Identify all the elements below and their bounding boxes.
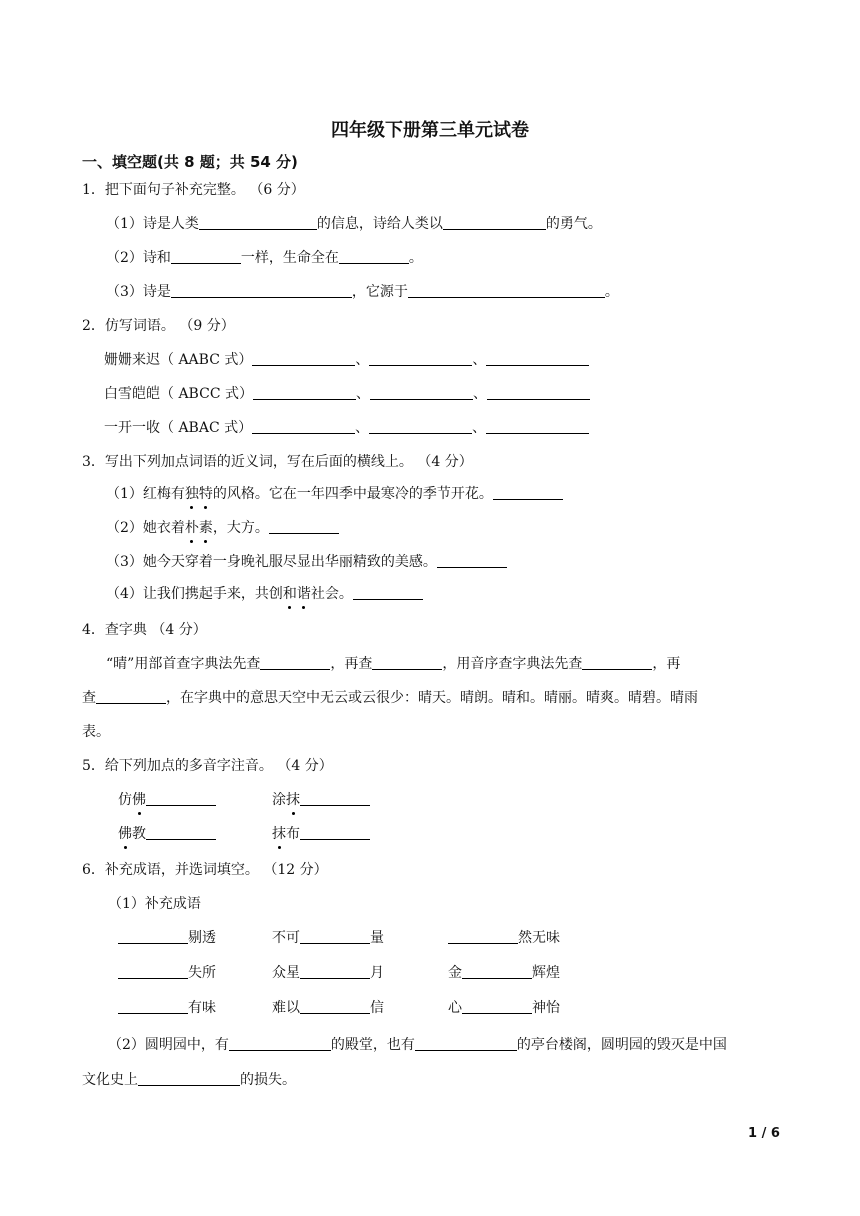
- text: 的亭台楼阁，圆明园的毁灭是中国: [516, 1037, 727, 1053]
- text: 涂: [272, 792, 286, 808]
- text: 失所: [188, 965, 216, 981]
- blank[interactable]: [171, 248, 241, 264]
- text: 。: [408, 250, 423, 266]
- text: 剔透: [188, 930, 216, 946]
- blank[interactable]: [487, 384, 590, 400]
- blank[interactable]: [118, 963, 188, 979]
- text: （2）她衣着: [106, 520, 185, 536]
- text: （3）她今天穿着一身晚礼服尽显出华丽精致的美感。: [106, 554, 437, 570]
- blank[interactable]: [199, 214, 317, 230]
- blank[interactable]: [582, 654, 652, 670]
- text: 量: [370, 930, 384, 946]
- blank[interactable]: [448, 928, 518, 944]
- text: 心: [448, 1000, 462, 1016]
- text: “晴”用部首查字典法先查: [106, 656, 261, 672]
- blank[interactable]: [253, 384, 356, 400]
- blank[interactable]: [229, 1035, 331, 1051]
- blank[interactable]: [462, 963, 532, 979]
- page-number: 1 / 6: [748, 1126, 780, 1141]
- dotted-char: 素: [198, 520, 213, 536]
- idiom-1: [118, 928, 216, 948]
- blank[interactable]: [443, 214, 546, 230]
- text: 仿: [118, 792, 132, 808]
- blank[interactable]: [260, 654, 330, 670]
- q4-line-2: [82, 688, 698, 708]
- text: 社会。: [310, 586, 353, 602]
- text: 月: [370, 965, 384, 981]
- q5-word-2: [272, 790, 370, 810]
- text: ，再查: [330, 656, 373, 672]
- idiom-6: [448, 963, 560, 983]
- idiom-9: [448, 998, 560, 1018]
- dotted-char: 朴: [184, 520, 199, 536]
- idiom-4: [118, 963, 216, 983]
- blank[interactable]: [408, 282, 605, 298]
- q3-sentence-4: [106, 584, 423, 604]
- text: （1）诗是人类: [106, 216, 199, 232]
- blank[interactable]: [171, 282, 352, 298]
- text: 的信息，诗给人类以: [316, 216, 443, 232]
- question-4-heading: 4．查字典 （4 分）: [82, 622, 207, 638]
- q6-sub-2-line-2: [82, 1070, 296, 1090]
- idiom-2: [272, 928, 384, 948]
- blank[interactable]: [118, 998, 188, 1014]
- text: 姗姗来迟（ AABC 式）: [104, 352, 253, 368]
- dotted-char: 佛: [132, 792, 146, 808]
- q1-line-1: [106, 214, 602, 234]
- text: 难以: [272, 1000, 300, 1016]
- q5-word-1: [118, 790, 216, 810]
- blank[interactable]: [437, 552, 507, 568]
- blank[interactable]: [300, 963, 370, 979]
- blank[interactable]: [486, 350, 589, 366]
- text: 的风格。它在一年四季中最寒冷的季节开花。: [212, 486, 493, 502]
- question-1-heading: 1．把下面句子补充完整。 （6 分）: [82, 182, 305, 198]
- text: 的勇气。: [545, 216, 602, 232]
- q3-sentence-2: [106, 518, 339, 538]
- question-5-heading: 5．给下列加点的多音字注音。 （4 分）: [82, 758, 333, 774]
- blank[interactable]: [300, 998, 370, 1014]
- q3-sentence-1: [106, 484, 563, 504]
- page-title: 四年级下册第三单元试卷: [331, 120, 529, 141]
- blank[interactable]: [146, 790, 216, 806]
- q5-word-4: [272, 824, 370, 844]
- text: （2）圆明园中，有: [108, 1037, 229, 1053]
- q2-row-3: [104, 418, 589, 438]
- text: （1）红梅有: [106, 486, 185, 502]
- blank[interactable]: [138, 1070, 240, 1086]
- text: 神怡: [532, 1000, 560, 1016]
- dotted-char: 抹: [286, 792, 300, 808]
- text: （3）诗是: [106, 284, 171, 300]
- q1-line-2: [106, 248, 423, 268]
- blank[interactable]: [369, 418, 472, 434]
- text: 有味: [188, 1000, 216, 1016]
- idiom-5: [272, 963, 384, 983]
- text: 众星: [272, 965, 300, 981]
- q3-sentence-3: [106, 552, 507, 572]
- text: 然无味: [518, 930, 560, 946]
- text: 信: [370, 1000, 384, 1016]
- blank[interactable]: [118, 928, 188, 944]
- q6-sub-2-line-1: [108, 1035, 727, 1055]
- q4-line-3: 表。: [82, 724, 110, 740]
- dotted-char: 佛: [118, 826, 132, 842]
- text: 文化史上: [82, 1072, 138, 1088]
- text: 布: [286, 826, 300, 842]
- text: 金: [448, 965, 462, 981]
- blank[interactable]: [339, 248, 409, 264]
- text: 的损失。: [240, 1072, 296, 1088]
- blank[interactable]: [370, 384, 473, 400]
- blank[interactable]: [269, 518, 339, 534]
- blank[interactable]: [252, 418, 355, 434]
- q1-line-3: [106, 282, 619, 302]
- text: 。: [604, 284, 619, 300]
- blank[interactable]: [486, 418, 589, 434]
- text: 查: [82, 690, 96, 706]
- text: 的殿堂，也有: [330, 1037, 415, 1053]
- text: 、: [355, 386, 370, 402]
- dotted-char: 特: [198, 486, 213, 502]
- q5-word-3: [118, 824, 216, 844]
- text: 一开一收（ ABAC 式）: [104, 420, 253, 436]
- blank[interactable]: [372, 654, 442, 670]
- text: ，在字典中的意思天空中无云或云很少：晴天。晴朗。晴和。晴丽。晴爽。晴碧。晴雨: [166, 690, 698, 706]
- idiom-3: [448, 928, 560, 948]
- q2-row-2: [104, 384, 590, 404]
- question-6-heading: 6．补充成语，并选词填空。 （12 分）: [82, 862, 328, 878]
- dotted-char: 谐: [296, 586, 311, 602]
- blank[interactable]: [300, 790, 370, 806]
- text: 、: [355, 420, 370, 436]
- blank[interactable]: [493, 484, 563, 500]
- blank[interactable]: [353, 584, 423, 600]
- question-2-heading: 2．仿写词语。 （9 分）: [82, 318, 235, 334]
- blank[interactable]: [369, 350, 472, 366]
- q4-line-1: [106, 654, 680, 674]
- text: ，大方。: [212, 520, 269, 536]
- text: 、: [355, 352, 370, 368]
- q2-row-1: [104, 350, 589, 370]
- blank[interactable]: [300, 824, 370, 840]
- text: （2）诗和: [106, 250, 171, 266]
- text: 、: [472, 352, 487, 368]
- section-heading: 一、填空题(共 8 题；共 54 分): [82, 153, 298, 171]
- text: 、: [472, 386, 487, 402]
- text: 一样，生命全在: [240, 250, 339, 266]
- blank[interactable]: [415, 1035, 517, 1051]
- idiom-7: [118, 998, 216, 1018]
- text: ，用音序查字典法先查: [442, 656, 583, 672]
- text: （4）让我们携起手来，共创: [106, 586, 283, 602]
- blank[interactable]: [462, 998, 532, 1014]
- text: 白雪皑皑（ ABCC 式）: [104, 386, 253, 402]
- blank[interactable]: [96, 688, 166, 704]
- text: 教: [132, 826, 146, 842]
- text: 不可: [272, 930, 300, 946]
- dotted-char: 和: [282, 586, 297, 602]
- blank[interactable]: [300, 928, 370, 944]
- blank[interactable]: [252, 350, 355, 366]
- question-3-heading: 3．写出下列加点词语的近义词，写在后面的横线上。 （4 分）: [82, 454, 473, 470]
- text: 辉煌: [532, 965, 560, 981]
- text: 、: [472, 420, 487, 436]
- blank[interactable]: [146, 824, 216, 840]
- dotted-char: 抹: [272, 826, 286, 842]
- text: ，它源于: [351, 284, 408, 300]
- q6-sub-1: （1）补充成语: [108, 896, 201, 912]
- text: ，再: [652, 656, 681, 672]
- dotted-char: 独: [184, 486, 199, 502]
- idiom-8: [272, 998, 384, 1018]
